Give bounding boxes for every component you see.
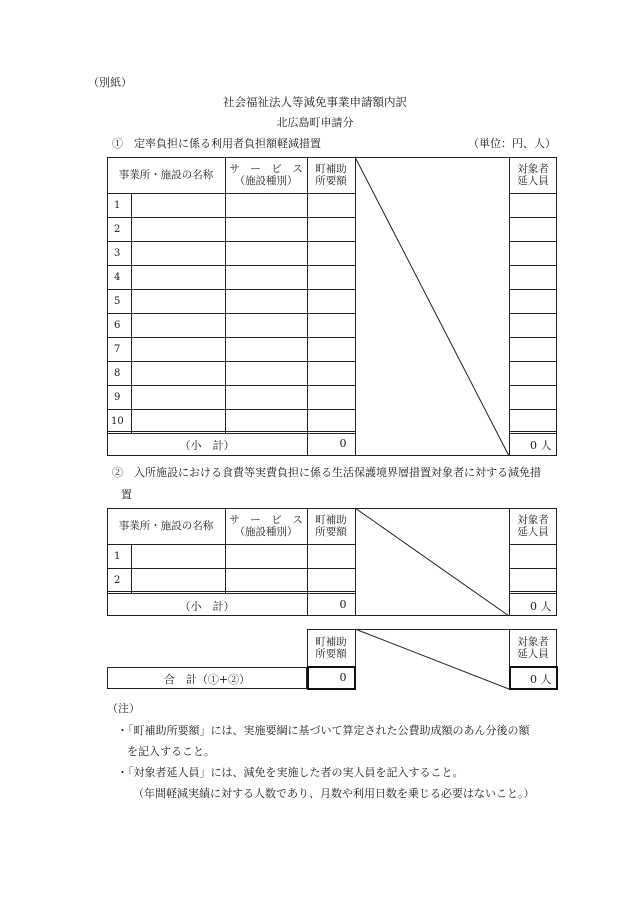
section1-row-number: 4 (114, 272, 121, 283)
section1-subtotal-persons: 0 人 (530, 439, 552, 452)
note-2-line-1: ・「対象者延人員」には、減免を実施した者の実人員を記入すること。 (117, 766, 464, 779)
section2-heading-cont: 置 (121, 488, 132, 501)
section1-row-number: 1 (114, 200, 121, 211)
section1-diagonal (355, 157, 509, 456)
section1-row-number: 5 (114, 296, 121, 307)
section1-row-number: 10 (111, 416, 124, 427)
notes-heading: （注） (107, 702, 140, 715)
section2-header-service: サ ー ビ ス （施設種別） (229, 514, 303, 538)
section1-header-persons: 対象者 延人員 (517, 163, 549, 187)
document-title: 社会福祉法人等減免事業申請額内訳 (223, 95, 407, 109)
section1-subtotal-label: （小 計） (179, 439, 235, 452)
section1-row-number: 6 (114, 320, 121, 331)
section1-row-number: 3 (114, 248, 121, 259)
note-1-line-1: ・「町補助所要額」には、実施要綱に基づいて算定された公費助成額のあん分後の額 (117, 724, 530, 737)
total-amount: 0 (339, 671, 347, 684)
section2-heading: ② 入所施設における食費等実費負担に係る生活保護境界層措置対象者に対する減免措 (112, 466, 541, 479)
section1-header-service: サ ー ビ ス （施設種別） (229, 163, 303, 187)
section2-header-facility: 事業所・施設の名称 (118, 520, 214, 532)
section2-header-amount: 町補助 所要額 (315, 514, 347, 538)
section1-header-amount: 町補助 所要額 (315, 163, 347, 187)
note-1-line-2: を記入すること。 (127, 745, 215, 758)
section2-subtotal-amount: 0 (339, 598, 347, 611)
section2-row-number: 1 (114, 551, 121, 562)
section2-row-number: 2 (114, 575, 121, 586)
total-persons: 0 人 (530, 673, 552, 686)
section1-row-number: 8 (114, 368, 121, 379)
attachment-label: （別紙） (88, 76, 132, 89)
section2-subtotal-label: （小 計） (179, 600, 235, 613)
note-2-line-2: （年間軽減実績に対する人数であり、月数や利用日数を乗じる必要はないこと。） (133, 787, 535, 800)
section1-header-facility: 事業所・施設の名称 (118, 169, 214, 181)
total-label: 合 計（①+②） (163, 673, 251, 686)
section1-subtotal-amount: 0 (339, 437, 347, 450)
section1-heading: ① 定率負担に係る利用者負担額軽減措置 (112, 137, 321, 150)
section1-row-number: 9 (114, 392, 121, 403)
total-header-persons: 対象者 延人員 (517, 636, 549, 660)
section1-row-number: 7 (114, 344, 121, 355)
section1-unit: （単位：円、人） (468, 137, 556, 150)
section1-row-number: 2 (114, 224, 121, 235)
section2-subtotal-persons: 0 人 (530, 600, 552, 613)
section2-header-persons: 対象者 延人員 (517, 514, 549, 538)
document-subtitle: 北広島町申請分 (276, 116, 354, 129)
total-header-amount: 町補助 所要額 (315, 636, 347, 660)
